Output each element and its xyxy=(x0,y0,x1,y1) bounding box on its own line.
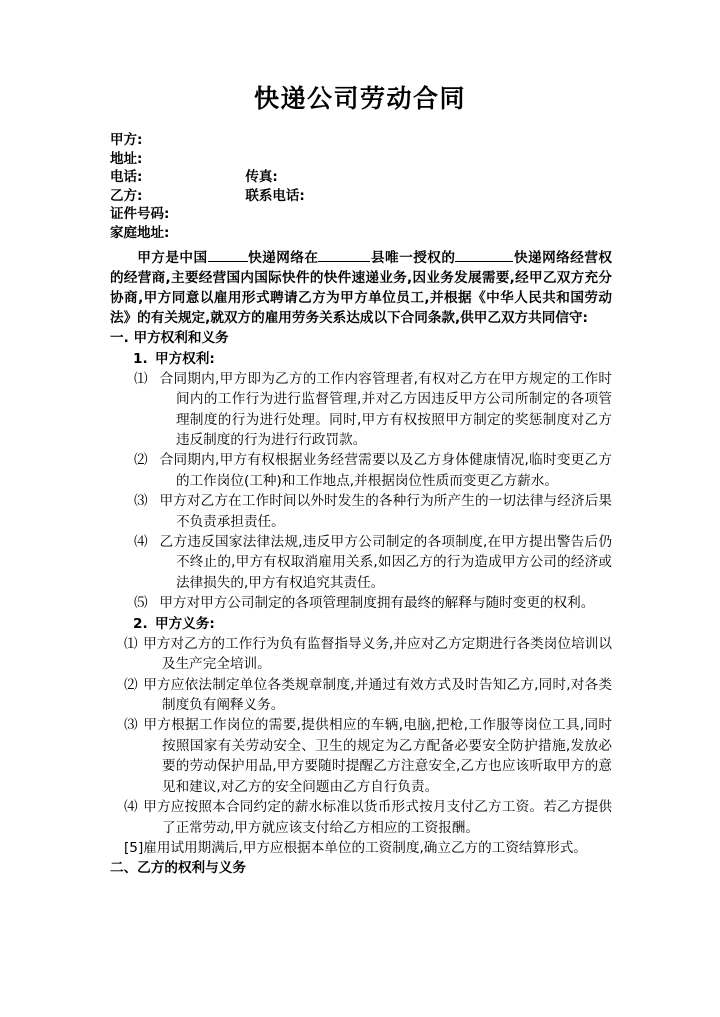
clause-list-jiafang-rights xyxy=(0,369,720,614)
clause-item xyxy=(0,838,720,858)
party-label-jiafang: 甲方: xyxy=(110,132,143,148)
clause-item: ⑸ 甲方对甲方公司制定的各项管理制度拥有最终的解释与随时变更的权利。 xyxy=(134,595,595,612)
section-heading-1: 一. 甲方权利和义务 xyxy=(110,330,229,347)
subsection-heading-jiafang-rights xyxy=(0,349,720,369)
party-label-contact-phone: 联系电话: xyxy=(245,187,305,204)
clause-item: ⑶ 甲方根据工作岗位的需要,提供相应的车辆,电脑,把枪,工作服等岗位工具,同时按照国家有关劳动安全、卫生的规定为乙方配备必要安全防护措施,发放必要的劳动保护用品,甲方要随时提醒乙方注意安全,乙方也应该听取甲方的意见和建议,对乙方的安全问题由乙方自行负责。 xyxy=(124,717,612,795)
blank-field-network xyxy=(455,261,513,262)
clause-list-jiafang-duties xyxy=(0,634,720,858)
party-info-row xyxy=(110,131,720,150)
clause-item: ⑵ 甲方应依法制定单位各类规章制度,并通过有效方式及时告知乙方,同时,对各类制度负有阐释义务。 xyxy=(124,676,612,714)
clause-text: 甲方对乙方在工作时间以外时发生的各种行为所产生的一切法律与经济后果不负责承担责任。 xyxy=(159,493,612,530)
party-info-row xyxy=(110,168,720,187)
party-label-fax: 传真: xyxy=(245,169,278,186)
subsection-number: 1. xyxy=(133,350,148,367)
party-info-block xyxy=(0,131,720,243)
clause-text: 甲方对甲方公司制定的各项管理制度拥有最终的解释与随时变更的权利。 xyxy=(159,595,595,612)
party-label-yifang: 乙方: xyxy=(110,187,143,204)
party-label-phone: 电话: xyxy=(110,169,143,186)
section-heading-2: 二、乙方的权利与义务 xyxy=(110,860,246,877)
clause-item: ⑴ 合同期内,甲方即为乙方的工作内容管理者,有权对乙方在甲方规定的工作时间内的工作行为进行监督管理,并对乙方因违反甲方公司所制定的各项管理制度的行为进行处理。同时,甲方有权按照甲方制定的奖惩制度对乙方违反制度的行为进行行政罚款。 xyxy=(134,370,612,448)
clause-item: ⑵ 合同期内,甲方有权根据业务经营需要以及乙方身体健康情况,临时变更乙方的工作岗位(工种)和工作地点,并根据岗位性质而变更乙方薪水。 xyxy=(134,452,612,489)
clause-text: 甲方应依法制定单位各类规章制度,并通过有效方式及时告知乙方,同时,对各类制度负有阐释义务。 xyxy=(143,676,612,714)
subsection-title: 甲方权利: xyxy=(155,350,215,367)
blank-field-county xyxy=(318,261,370,262)
clause-text: 甲方根据工作岗位的需要,提供相应的车辆,电脑,把枪,工作服等岗位工具,同时按照国家有关劳动安全、卫生的规定为乙方配备必要安全防护措施,发放必要的劳动保护用品,甲方要随时提醒乙方注意安全,乙方也应该听取甲方的意见和建议,对乙方的安全问题由乙方自行负责。 xyxy=(143,717,612,795)
party-info-row xyxy=(110,150,720,169)
subsection-number: 2. xyxy=(133,615,148,632)
preamble-text-part3: 县唯一授权的 xyxy=(370,249,456,266)
clause-item: ⑷ 乙方违反国家法律法规,违反甲方公司制定的各项制度,在甲方提出警告后仍不终止的,甲方有权取消雇用关系,如因乙方的行为造成甲方公司的经济或法律损失的,甲方有权追究其责任。 xyxy=(134,534,612,591)
blank-field-company xyxy=(208,261,248,262)
page-title: 快递公司劳动合同 xyxy=(253,84,466,113)
party-label-home-address: 家庭地址: xyxy=(110,224,170,241)
clause-text: 乙方违反国家法律法规,违反甲方公司制定的各项制度,在甲方提出警告后仍不终止的,甲方有权取消雇用关系,如因乙方的行为造成甲方公司的经济或法律损失的,甲方有权追究其责任。 xyxy=(159,534,612,591)
party-info-row xyxy=(110,187,720,206)
party-label-id-number: 证件号码: xyxy=(110,206,170,223)
preamble-text-part2: 快递网络在 xyxy=(247,249,319,266)
clause-text: 甲方应按照本合同约定的薪水标准以货币形式按月支付乙方工资。若乙方提供了正常劳动,甲方就应该支付给乙方相应的工资报酬。 xyxy=(143,799,612,836)
preamble-text-part1: 甲方是中国 xyxy=(137,249,208,266)
preamble-paragraph xyxy=(0,243,720,329)
party-info-row xyxy=(110,224,720,243)
clause-item: ⑶ 甲方对乙方在工作时间以外时发生的各种行为所产生的一切法律与经济后果不负责承担责任。 xyxy=(134,493,612,530)
party-label-address: 地址: xyxy=(110,150,143,167)
party-info-row xyxy=(110,205,720,224)
clause-item: ⑴ 甲方对乙方的工作行为负有监督指导义务,并应对乙方定期进行各类岗位培训以及生产完全培训。 xyxy=(124,635,612,673)
clause-text: 合同期内,甲方即为乙方的工作内容管理者,有权对乙方在甲方规定的工作时间内的工作行为进行监督管理,并对乙方因违反甲方公司所制定的各项管理制度的行为进行处理。同时,甲方有权按照甲方制定的奖惩制度对乙方违反制度的行为进行行政罚款。 xyxy=(159,370,612,448)
clause-text: 合同期内,甲方有权根据业务经营需要以及乙方身体健康情况,临时变更乙方的工作岗位(工种)和工作地点,并根据岗位性质而变更乙方薪水。 xyxy=(159,452,612,489)
clause-item: ⑷ 甲方应按照本合同约定的薪水标准以货币形式按月支付乙方工资。若乙方提供了正常劳动,甲方就应该支付给乙方相应的工资报酬。 xyxy=(124,799,612,836)
subsection-heading-jiafang-duties xyxy=(0,614,720,634)
preamble-text-part4: 快递网络经营权的经营商,主要经营国内国际快件的快件速递业务,因业务发展需要,经甲乙双方充分协商,甲方同意以雇用形式聘请乙方为甲方单位员工,并根据《中华人民共和国劳动法》的有关规定,就双方的雇用劳务关系达成以下合同条款,供甲乙双方共同信守: xyxy=(110,249,613,327)
clause-text: 甲方对乙方的工作行为负有监督指导义务,并应对乙方定期进行各类岗位培训以及生产完全培训。 xyxy=(143,635,612,673)
subsection-title: 甲方义务: xyxy=(155,615,215,632)
clause-text: 雇用试用期满后,甲方应根据本单位的工资制度,确立乙方的工资结算形式。 xyxy=(143,839,587,856)
